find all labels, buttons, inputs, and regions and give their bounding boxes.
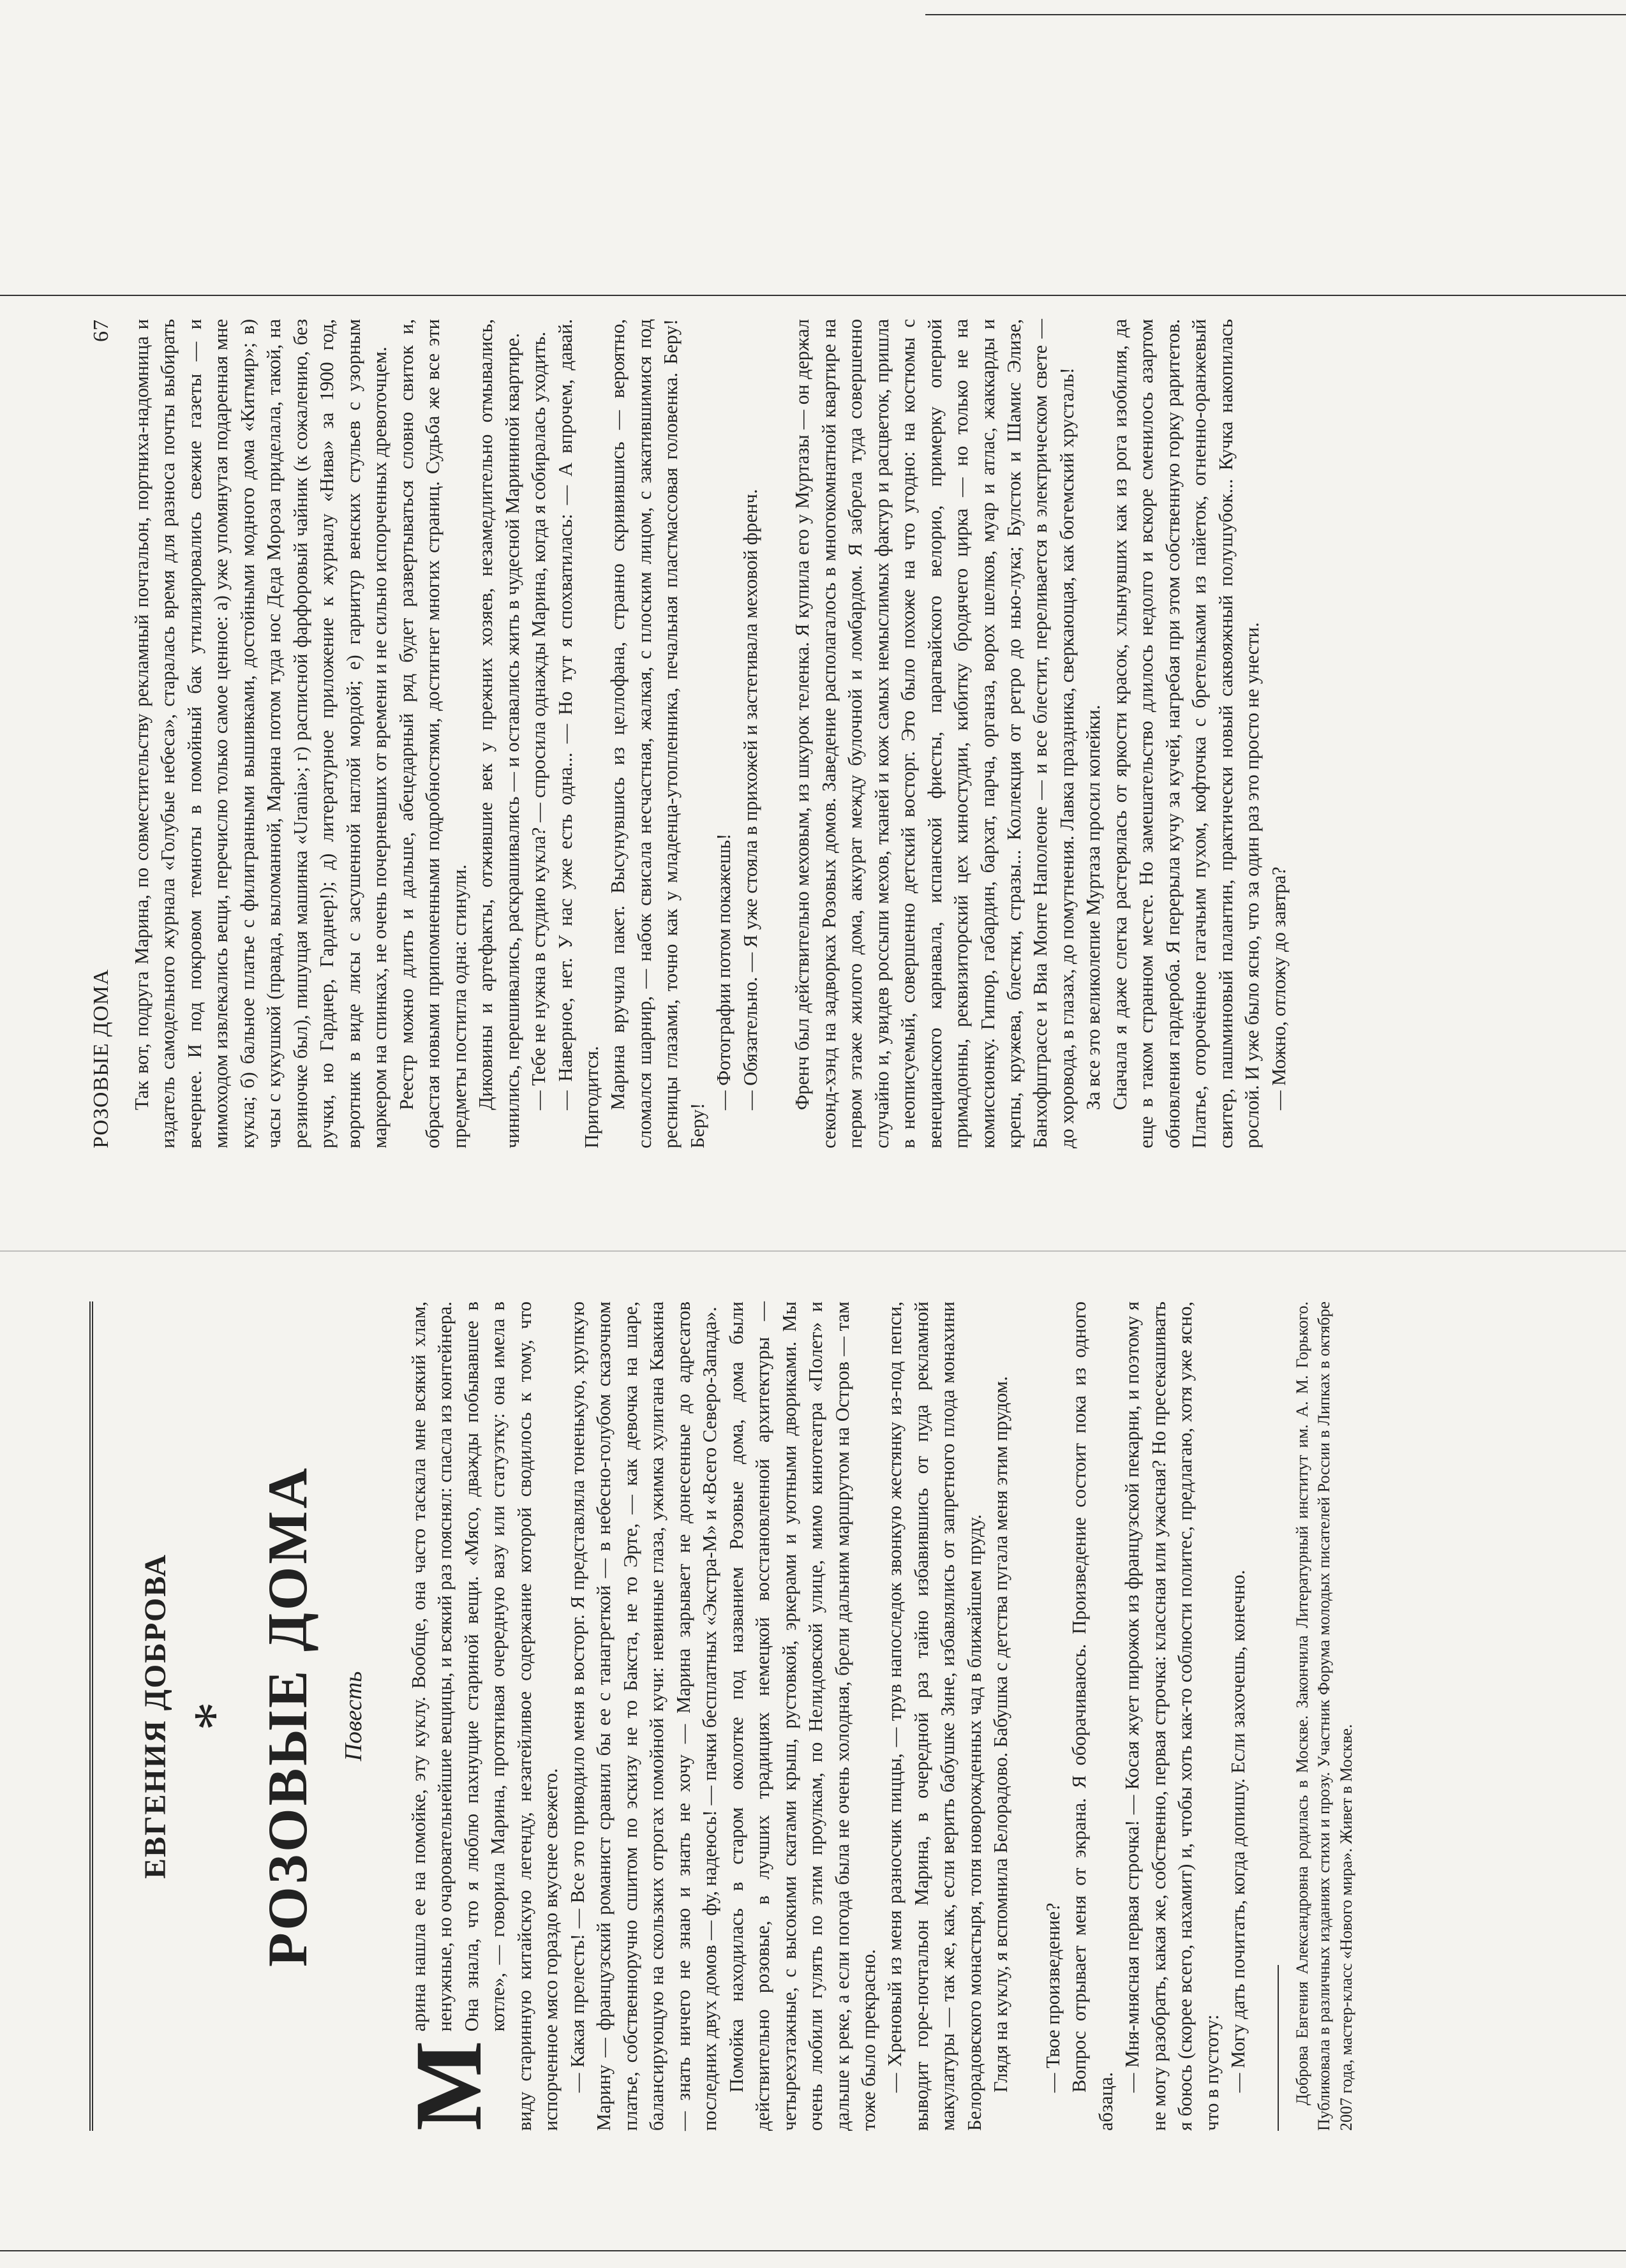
scan-top-edge bbox=[925, 14, 1626, 15]
paragraph: — Обязательно. — Я уже стояла в прихожей и застегивала меховой френч. bbox=[739, 489, 761, 1110]
paragraph: За все это великолепие Муртаза просил копейки. bbox=[1082, 704, 1105, 1110]
paragraph: Вопрос отрывает меня от экрана. Я оборачиваюсь. Произведение состоит пока из одного абзаца. bbox=[1068, 1301, 1117, 2131]
author-bio: Доброва Евгения Александровна родилась в Москве. Закончила Литературный институт им. А. М. Горького. Публиковала в различных изданиях стихи и прозу. Участник Форума молодых писателей России в Липках в октябре 2007 года, мастер-класс «Нового мира». Живет в Москве. bbox=[1292, 1301, 1356, 2131]
paragraph: — Твое произведение? bbox=[1041, 1902, 1064, 2093]
paragraph: — Могу дать почитать, когда допишу. Если захочешь, конечно. bbox=[1227, 1569, 1249, 2093]
paragraph: — Хреновый из меня разносчик пиццы, — трув напоследок звонкую жестянку из-под пепси, выводит горе-почтальон Марина, в очередной раз тайно избавившись от пуда рекламной макулатуры — так же, как, если верить бабушке Зине, избавлялись от запретного плода монахини Белорадовского монастыря, топя новорожденных чад в ближайшем пруду. bbox=[884, 1301, 985, 2131]
header-rule bbox=[89, 1301, 93, 2131]
first-paragraph bbox=[396, 1301, 565, 2131]
book-spread bbox=[64, 268, 1519, 2182]
genre-label: Повесть bbox=[340, 1671, 367, 1761]
footnote-rule bbox=[1278, 1965, 1279, 2131]
paragraph: Реестр можно длить и дальше, абецедарный ряд будет развертываться словно свиток и, обрастая новыми припомненными подробностями, достигнет многих страниц. Судьба же все эти предметы постигла одна: сгинули. bbox=[395, 319, 470, 1148]
left-body-text bbox=[396, 1301, 1252, 2131]
scan-bottom-edge bbox=[0, 2250, 1626, 2251]
right-page bbox=[64, 268, 1519, 1187]
left-page bbox=[64, 1263, 1519, 2182]
paragraph-text: арина нашла ее на помойке, эту куклу. Вообще, она часто таскала мне всякий хлам, ненужные, но очаровательнейшие вещицы, и всякий раз пояснял: спасла из контейнера. Она знала, что я люблю пахнущие стариной вещи. «Мясо, дважды побывавшее в котле», — говорила Марина, протягивая очередную вазу или статуэтку: она имела в виду старинную китайскую легенду, незатейливое содержание которой сводилось к тому, что испорченное мясо гораздо вкуснее свежего. bbox=[408, 1301, 562, 2131]
paragraph: Помойка находилась в старом околотке под названием Розовые дома, дома были действительно розовые, в лучших традициях немецкой восстановленной архитектуры — четырехэтажные, с высокими скатами крыш, рустовкой, эркерами и уютными двориками. Мы очень любили гулять по этим проулкам, по Нелидовской улице, мимо кинотеатра «Полет» и дальше к реке, а если погода была не очень холодная, брели дальним маршрутом на Остров — там тоже было прекрасно. bbox=[725, 1301, 879, 2131]
paragraph: — Тебе не нужна в студию кукла? — спросила однажды Марина, когда я собиралась уходить. bbox=[528, 331, 550, 1110]
scene-break bbox=[764, 319, 789, 1148]
running-head bbox=[89, 319, 114, 1148]
ornament-asterisk: * bbox=[183, 1701, 246, 1731]
paragraph: — Фотографии потом покажешь! bbox=[713, 833, 735, 1110]
paragraph: — Какая прелесть! — Все это приводило меня в восторг. Я представляла тоненькую, хрупкую Марину — французский романист сравнил бы ее с танагреткой — в небесно-голубом сказочном платье, собственноручно сшитом по эскизу не то Бакста, не то Эрте, — как девочка на шаре, балансирующую на скользких отрогах помойной кучи: невинные глаза, ужимка хулигана Квакина — знать ничего не знаю и знать не хочу — Марина зарывает не донесенные до адресатов последних двух домов — фу, надеюсь! — пачки бесплатных «Экстра-М» и «Всего Северо-Запада». bbox=[566, 1301, 721, 2131]
author-name: ЕВГЕНИЯ ДОБРОВА bbox=[138, 1553, 172, 1879]
story-title: РОЗОВЫЕ ДОМА bbox=[257, 1465, 319, 1967]
dropcap: М bbox=[396, 2040, 502, 2131]
paragraph: Френч был действительно меховым, из шкурок теленка. Я купила его у Муртазы — он держал секонд-хэнд на задворках Розовых домов. Заведение располагалось в многокомнатной квартире на первом этаже жилого дома, аккурат между булочной и ломбардом. Я забрела туда совершенно случайно и, увидев россыпи мехов, тканей и кож самых немыслимых фактур и расцветок, пришла в неописуемый, совершенно детский восторг. Это было похоже на что угодно: на костюмы с венецианского карнавала, испанской фиесты, парагвайского велорио, примерку оперной примадонны, реквизиторский цех киностудии, кибитку бродячего цирка — но только не на комиссионку. Гипюр, габардин, бархат, парча, органза, ворох шелков, муар и атлас, жаккарды и крепы, кружева, блестки, стразы... Коллекция от ретро до нью-лука; Булсток и Шамис Элизе, Банхофштрассе и Виа Монте Наполеоне — и все блестит, переливается в электрическом свете — до хоровода, в глазах, до помутнения. Лавка праздника, сверкающая, как богемский хрусталь! bbox=[791, 319, 1078, 1148]
running-head-title: РОЗОВЫЕ ДОМА bbox=[89, 968, 113, 1148]
paragraph: Глядя на куклу, я вспомнила Белорадово. Бабушка с детства пугала меня этим прудом. bbox=[990, 1376, 1012, 2093]
paragraph: — Мня-мнясная первая строчка! — Косая жует пирожок из французской пекарни, и поэтому я не могу разобрать, какая же, собственно, первая строчка: классная или ужасная? Но пресекашивать я боюсь (скорее всего, нахамит) и, чтобы хоть как-то соблюсти политес, предлагаю, хотя уже ясно, что в пустоту: bbox=[1121, 1301, 1223, 2131]
paragraph: Так вот, подруга Марина, по совместительству рекламный почтальон, портниха-надомница и издатель самодельного журнала «Голубые небеса», старалась время для разноса почты выбирать вечернее. И под покровом темноты в помойный бак утилизировались свежие газеты — и мимоходом извлекались вещи, перечислю только самое ценное: а) уже упомянутая подаренная мне кукла; б) бальное платье с филигранными вышивками, достойными модного дома «Китмир»; в) часы с кукушкой (правда, выломанной, Марина потом туда нос Деда Мороза приделала, такой, на резиночке был), пишущая машинка «Urania»; г) расписной фарфоровый чайник (к сожалению, без ручки, но Гарднер, Гарднер!); д) литературное приложение к журналу «Нива» за 1900 год, воротник в виде лисы с засушенной наглой мордой; е) гарнитур венских стульев с узорным маркером на спинках, не очень почерневших от времени и не сильно испорченных древоточцем. bbox=[131, 319, 391, 1148]
scene-break bbox=[1015, 1301, 1040, 2131]
page-number: 67 bbox=[89, 319, 113, 342]
paragraph: Диковины и артефакты, отжившие век у прежних хозяев, незамедлительно отмывались, чинились, перешивались, раскрашивались — и оставались жить в чудесной Марининой квартире. bbox=[475, 319, 523, 1148]
paragraph: — Можно, отложу до завтра? bbox=[1267, 866, 1290, 1110]
paragraph: Марина вручила пакет. Высунувшись из целлофана, странно скривившись — вероятно, сломался шарнир, — набок свисала несчастная, жалкая, с плоским лицом, с закатившимися под ресницы глазами, точно как у младенца-утопленника, печальная пластмассовая головенка. Беру! Беру! bbox=[607, 319, 708, 1148]
paragraph: Сначала я даже слегка растерялась от яркости красок, хлынувших как из рога изобилия, да еще в таком странном месте. Но замешательство длилось недолго и вскоре сменилось азартом обновления гардероба. Я перерыла кучу за кучей, нагребая при этом собственную горку раритетов. Платье, оторочённое гагачьим пухом, кофточка с бретельками из пайеток, огненно-оранжевый свитер, пашминовый палантин, практически новый саквояжный полушубок... Кучка накопилась рослой. И уже было ясно, что за один раз это просто не унести. bbox=[1108, 319, 1264, 1148]
right-body-text bbox=[129, 319, 1292, 1148]
paragraph: — Наверное, нет. У нас уже есть одна... — Но тут я спохватилась: — А впрочем, давай. Пригодится. bbox=[554, 319, 602, 1148]
